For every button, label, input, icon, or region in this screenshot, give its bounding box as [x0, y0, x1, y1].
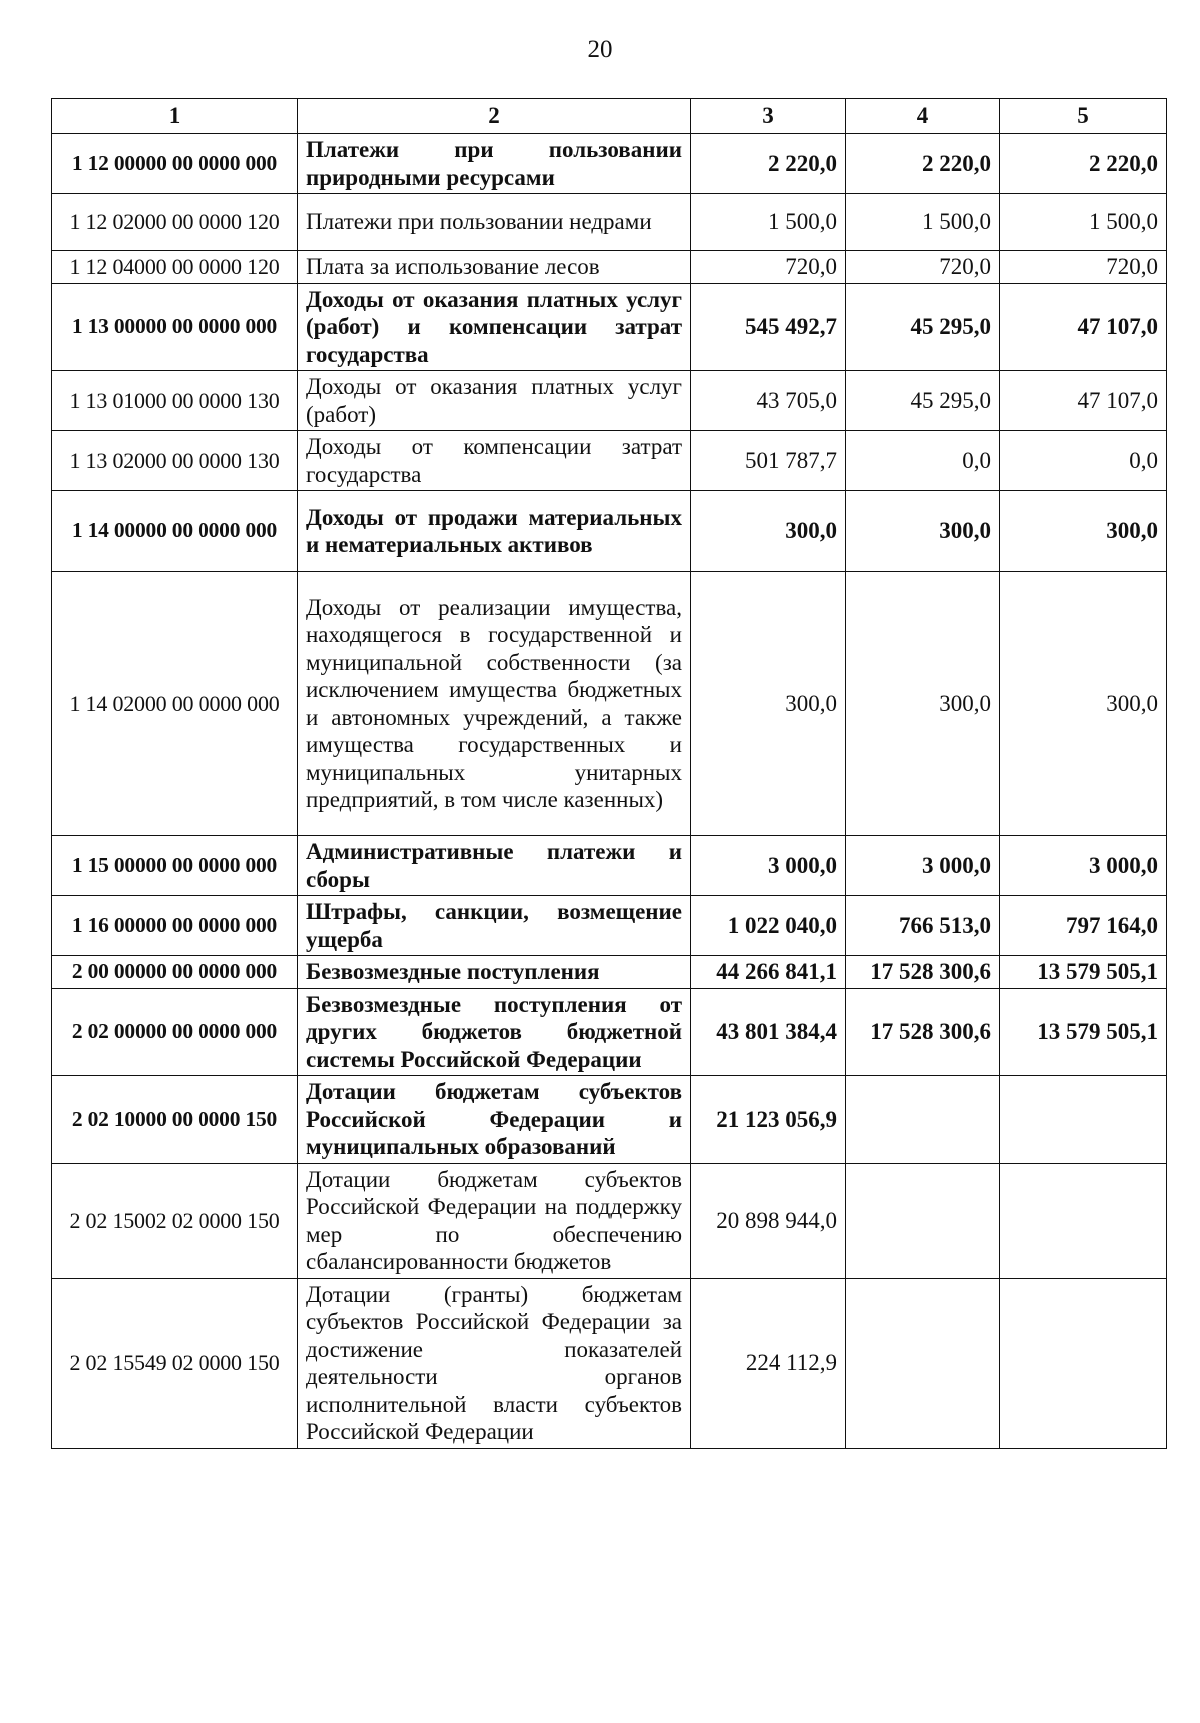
item-name-cell: Дотации бюджетам субъектов Российской Федерации на поддержку мер по обеспечению сбалансированности бюджетов: [298, 1163, 691, 1278]
item-name-cell: Плата за использование лесов: [298, 251, 691, 284]
value-col4-cell: 45 295,0: [846, 283, 1000, 371]
value-col4-cell: 3 000,0: [846, 836, 1000, 896]
table-row: [52, 194, 1167, 251]
value-col5-cell: 720,0: [1000, 251, 1167, 284]
item-name-cell: Административные платежи и сборы: [298, 836, 691, 896]
value-col5-cell: 47 107,0: [1000, 371, 1167, 431]
item-name-cell: Платежи при пользовании природными ресурсами: [298, 134, 691, 194]
value-col3-cell: 21 123 056,9: [691, 1076, 846, 1164]
table-row: [52, 1278, 1167, 1448]
item-name-cell: Доходы от продажи материальных и нематериальных активов: [298, 491, 691, 572]
value-col3-cell: 224 112,9: [691, 1278, 846, 1448]
budget-code-cell: 1 16 00000 00 0000 000: [52, 896, 298, 956]
table-row: [52, 836, 1167, 896]
value-col3-cell: 300,0: [691, 572, 846, 836]
value-col3-cell: 300,0: [691, 491, 846, 572]
value-col4-cell: 17 528 300,6: [846, 956, 1000, 989]
value-col5-cell: [1000, 1076, 1167, 1164]
value-col4-cell: 17 528 300,6: [846, 988, 1000, 1076]
budget-code-cell: 2 02 15549 02 0000 150: [52, 1278, 298, 1448]
table-row: [52, 251, 1167, 284]
item-name-cell: Безвозмездные поступления от других бюджетов бюджетной системы Российской Федерации: [298, 988, 691, 1076]
column-header-5: 5: [1000, 99, 1167, 134]
budget-code-cell: 1 14 00000 00 0000 000: [52, 491, 298, 572]
item-name-cell: Доходы от оказания платных услуг (работ) и компенсации затрат государства: [298, 283, 691, 371]
budget-code-cell: 2 02 15002 02 0000 150: [52, 1163, 298, 1278]
budget-code-cell: 2 02 00000 00 0000 000: [52, 988, 298, 1076]
value-col4-cell: [846, 1278, 1000, 1448]
item-name-cell: Дотации (гранты) бюджетам субъектов Российской Федерации за достижение показателей деятельности органов исполнительной власти субъектов Российской Федерации: [298, 1278, 691, 1448]
budget-code-cell: 1 12 04000 00 0000 120: [52, 251, 298, 284]
budget-code-cell: 1 12 00000 00 0000 000: [52, 134, 298, 194]
budget-code-cell: 1 12 02000 00 0000 120: [52, 194, 298, 251]
value-col3-cell: 2 220,0: [691, 134, 846, 194]
budget-code-cell: 1 13 02000 00 0000 130: [52, 431, 298, 491]
value-col4-cell: [846, 1163, 1000, 1278]
value-col3-cell: 43 801 384,4: [691, 988, 846, 1076]
value-col3-cell: 501 787,7: [691, 431, 846, 491]
value-col4-cell: [846, 1076, 1000, 1164]
budget-code-cell: 2 02 10000 00 0000 150: [52, 1076, 298, 1164]
column-header-4: 4: [846, 99, 1000, 134]
budget-code-cell: 1 14 02000 00 0000 000: [52, 572, 298, 836]
item-name-cell: Безвозмездные поступления: [298, 956, 691, 989]
value-col3-cell: 545 492,7: [691, 283, 846, 371]
budget-code-cell: 1 13 01000 00 0000 130: [52, 371, 298, 431]
value-col5-cell: 47 107,0: [1000, 283, 1167, 371]
budget-code-cell: 1 13 00000 00 0000 000: [52, 283, 298, 371]
column-header-2: 2: [298, 99, 691, 134]
table-header-row: [52, 99, 1167, 134]
value-col3-cell: 3 000,0: [691, 836, 846, 896]
value-col4-cell: 0,0: [846, 431, 1000, 491]
value-col3-cell: 44 266 841,1: [691, 956, 846, 989]
value-col5-cell: [1000, 1163, 1167, 1278]
value-col5-cell: 300,0: [1000, 572, 1167, 836]
item-name-cell: Доходы от реализации имущества, находящегося в государственной и муниципальной собственности (за исключением имущества бюджетных и автономных учреждений, а также имущества государственных и муниципальных унитарных предприятий, в том числе казенных): [298, 572, 691, 836]
revenue-table-body: [52, 99, 1167, 1449]
value-col5-cell: 2 220,0: [1000, 134, 1167, 194]
table-row: [52, 572, 1167, 836]
value-col5-cell: 1 500,0: [1000, 194, 1167, 251]
value-col3-cell: 43 705,0: [691, 371, 846, 431]
value-col4-cell: 1 500,0: [846, 194, 1000, 251]
value-col5-cell: [1000, 1278, 1167, 1448]
value-col4-cell: 2 220,0: [846, 134, 1000, 194]
table-row: [52, 988, 1167, 1076]
value-col4-cell: 720,0: [846, 251, 1000, 284]
page-number: 20: [587, 36, 613, 63]
value-col4-cell: 766 513,0: [846, 896, 1000, 956]
item-name-cell: Доходы от оказания платных услуг (работ): [298, 371, 691, 431]
revenue-table: [51, 98, 1167, 1449]
value-col3-cell: 1 500,0: [691, 194, 846, 251]
value-col5-cell: 300,0: [1000, 491, 1167, 572]
value-col5-cell: 0,0: [1000, 431, 1167, 491]
value-col5-cell: 13 579 505,1: [1000, 956, 1167, 989]
item-name-cell: Доходы от компенсации затрат государства: [298, 431, 691, 491]
item-name-cell: Платежи при пользовании недрами: [298, 194, 691, 251]
table-row: [52, 371, 1167, 431]
table-row: [52, 1163, 1167, 1278]
table-row: [52, 431, 1167, 491]
value-col3-cell: 20 898 944,0: [691, 1163, 846, 1278]
table-row: [52, 956, 1167, 989]
value-col4-cell: 45 295,0: [846, 371, 1000, 431]
value-col4-cell: 300,0: [846, 491, 1000, 572]
value-col5-cell: 797 164,0: [1000, 896, 1167, 956]
table-row: [52, 491, 1167, 572]
value-col4-cell: 300,0: [846, 572, 1000, 836]
item-name-cell: Дотации бюджетам субъектов Российской Федерации и муниципальных образований: [298, 1076, 691, 1164]
table-row: [52, 896, 1167, 956]
budget-code-cell: 2 00 00000 00 0000 000: [52, 956, 298, 989]
column-header-1: 1: [52, 99, 298, 134]
value-col3-cell: 720,0: [691, 251, 846, 284]
value-col5-cell: 13 579 505,1: [1000, 988, 1167, 1076]
budget-code-cell: 1 15 00000 00 0000 000: [52, 836, 298, 896]
item-name-cell: Штрафы, санкции, возмещение ущерба: [298, 896, 691, 956]
table-row: [52, 134, 1167, 194]
value-col5-cell: 3 000,0: [1000, 836, 1167, 896]
table-row: [52, 1076, 1167, 1164]
value-col3-cell: 1 022 040,0: [691, 896, 846, 956]
table-row: [52, 283, 1167, 371]
column-header-3: 3: [691, 99, 846, 134]
